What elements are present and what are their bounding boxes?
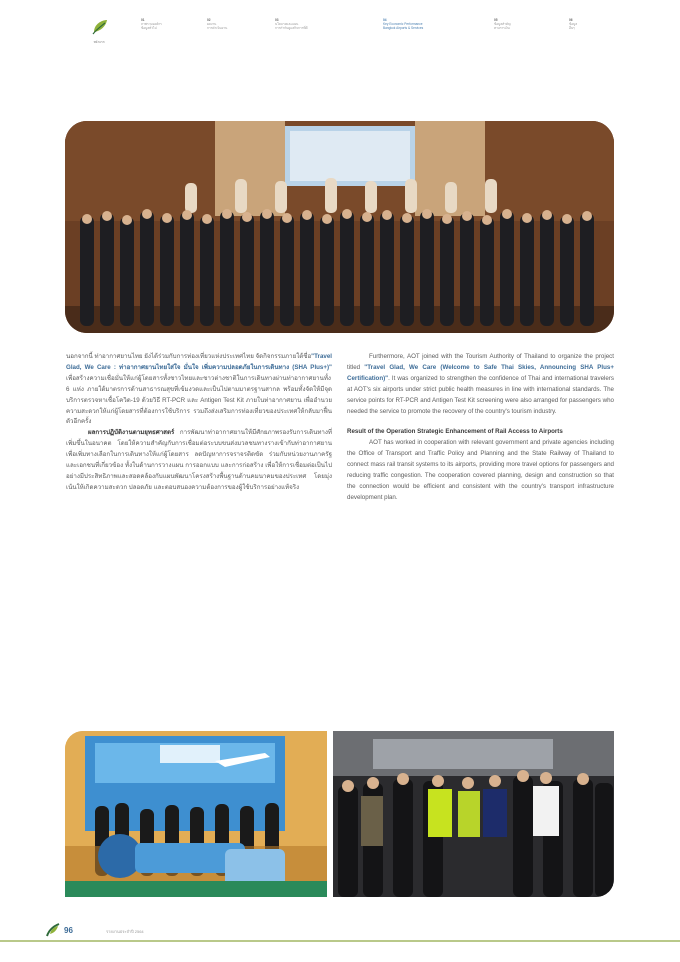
footer-report-title: รายงานประจำปี 2564 <box>106 929 144 934</box>
nav-item-5[interactable]: 05 ข้อมูลสำคัญ ทางการเงิน <box>494 18 511 31</box>
group-photo-event <box>65 121 614 333</box>
event-stage-photo <box>65 731 327 897</box>
nav-item-3[interactable]: 03 นโยบายและแผน การกำกับดูแลกิจการที่ดี <box>275 18 308 31</box>
leaf-logo-icon[interactable] <box>92 18 108 36</box>
thai-text-column <box>66 352 332 494</box>
english-paragraph-2: AOT has worked in cooperation with relevant government and private agencies including the Office of Transport and Traffic Policy and Planning and the State Railway of Thailand to connect mass rail transit systems to its airports, providing more travel options for passengers and reducing traffic congestion. The cooperation covered planning, design and construction so that the connection would be efficient and consistent with the country's transport infrastructure development plan. <box>347 439 614 501</box>
top-navigation <box>0 14 680 50</box>
nav-item-1[interactable]: 01 ภาพรวมองค์กร ข้อมูลทั่วไป <box>141 18 162 31</box>
thai-paragraph-1: นอกจากนี้ ท่าอากาศยานไทย ยังได้ร่วมกับการท่องเที่ยวแห่งประเทศไทย จัดกิจกรรมภายใต้ชื่อ"Travel Glad, We Care : ท่าอากาศยานไทยใส่ใจ มั่นใจ เพิ่มความปลอดภัยในการเดินทาง (SHA Plus+)" เพื่อสร้างความเชื่อมั่นให้แก่ผู้โดยสารทั้งชาวไทยและชาวต่างชาติในการเดินทางผ่านท่าอากาศยานทั้ง 6 แห่ง ภายใต้มาตรการด้านสาธารณสุขที่เข้มงวดและเป็นไปตามมาตรฐานสากล พร้อมทั้งจัดให้มีจุดบริการตรวจหาเชื้อโควิด-19 ด้วยวิธี RT-PCR และ Antigen Test Kit ภายในท่าอากาศยาน เพื่ออำนวยความสะดวกให้แก่ผู้โดยสารที่ต้องการใช้บริการ รวมถึงส่งเสริมการท่องเที่ยวของประเทศให้กลับมาฟื้นตัวอีกครั้ง <box>66 353 332 426</box>
page-number: 96 <box>64 926 73 935</box>
section-subheading: Result of the Operation Strategic Enhancement of Rail Access to Airports <box>347 428 563 436</box>
nav-item-6[interactable]: 06 ข้อมูล อื่นๆ <box>569 18 578 31</box>
staff-group-photo <box>333 731 614 897</box>
english-text-column <box>347 352 614 504</box>
footer-divider <box>0 940 680 942</box>
nav-item-2[interactable]: 02 ผลงาน การดำเนินงาน <box>207 18 228 31</box>
english-paragraph-1: Furthermore, AOT joined with the Tourism Authority of Thailand to organize the project titled "Travel Glad, We Care (Welcome to Safe Thai Skies, Announcing SHA Plus+ Certification)". It was organized to strengthen the confidence of Thai and international travelers at AOT's six airports under strict public health measures in line with international standards. The service points for RT-PCR and Antigen Test Kit screening were also arranged for passengers who needed the service to promote the recovery of the country's tourism industry. <box>347 353 614 415</box>
nav-item-4-active[interactable]: 04 Key Economic Performance Bangkok Airports & Services <box>383 18 424 31</box>
leaf-footer-icon <box>46 922 60 938</box>
thai-paragraph-2: ผลการปฏิบัติงานตามยุทธศาสตร์ การพัฒนาท่าอากาศยานให้มีศักยภาพรองรับการเดินทางที่เพิ่มขึ้นในอนาคต โดยให้ความสำคัญกับการเชื่อมต่อระบบขนส่งมวลชนทางรางเข้ากับท่าอากาศยาน เพื่อเพิ่มทางเลือกในการเดินทางให้แก่ผู้โดยสาร ลดปัญหาการจราจรติดขัด ร่วมกับหน่วยงานภาครัฐและเอกชนที่เกี่ยวข้อง ทั้งในด้านการวางแผน การออกแบบ และการก่อสร้าง เพื่อให้การเชื่อมต่อเป็นไปอย่างมีประสิทธิภาพและสอดคล้องกับแผนพัฒนาโครงสร้างพื้นฐานด้านคมนาคมของประเทศ โดยมุ่งเน้นให้เกิดความสะดวก ปลอดภัย และตอบสนองความต้องการของผู้ใช้บริการอย่างแท้จริง <box>66 429 332 491</box>
home-label: หน้าแรก <box>93 40 105 44</box>
